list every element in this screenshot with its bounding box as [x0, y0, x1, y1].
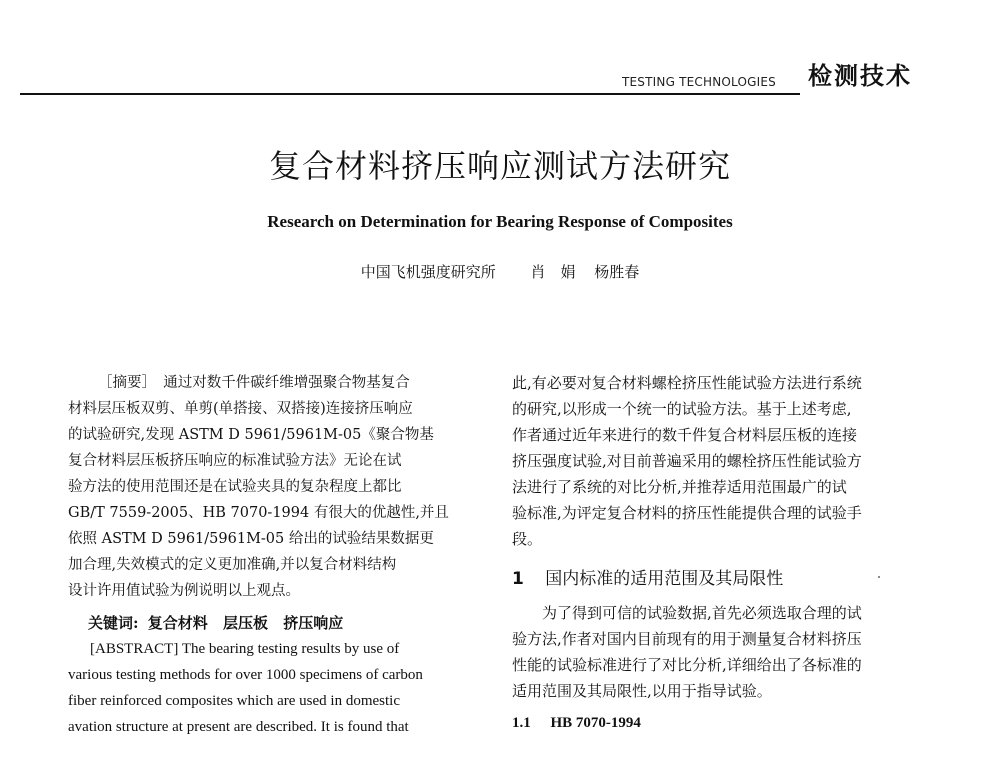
abstract-cn-line: 加合理,失效模式的定义更加准确,并以复合材料结构: [68, 557, 397, 573]
abstract-cn-line: GB/T 7559-2005、HB 7070-1994 有很大的优越性,并且: [68, 505, 449, 521]
header-section-cn: 检测技术: [808, 61, 912, 90]
body-line: 的研究,以形成一个统一的试验方法。基于上述考虑,: [512, 400, 852, 418]
body-line: 为了得到可信的试验数据,首先必须选取合理的试: [542, 604, 862, 622]
section-number: 1: [512, 569, 524, 589]
keyword: 复合材料: [147, 614, 208, 632]
title-en: Research on Determination for Bearing Response of Composites: [267, 212, 733, 231]
abstract-en-line: [ABSTRACT] The bearing testing results by use of: [90, 641, 400, 657]
title-cn: 复合材料挤压响应测试方法研究: [268, 147, 731, 185]
body-line: 适用范围及其局限性,以用于指导试验。: [512, 682, 772, 700]
section-title: 国内标准的适用范围及其局限性: [545, 569, 784, 589]
body-line: 法进行了系统的对比分析,并推荐适用范围最广的试: [512, 478, 847, 496]
abstract-cn-line: 材料层压板双剪、单剪(单搭接、双搭接)连接挤压响应: [68, 401, 413, 417]
body-line: 验方法,作者对国内目前现有的用于测量复合材料挤压: [512, 630, 862, 648]
authors: [0, 261, 1000, 282]
subsection-heading: [512, 710, 922, 736]
left-column: [68, 370, 478, 740]
abstract-cn-line: 复合材料层压板挤压响应的标准试验方法》无论在试: [68, 453, 402, 469]
header-section-en: TESTING TECHNOLOGIES: [622, 75, 776, 89]
body-line: 性能的试验标准进行了对比分析,详细给出了各标准的: [512, 656, 862, 674]
header-rule: [20, 93, 800, 95]
body-line: 此,有必要对复合材料螺栓挤压性能试验方法进行系统: [512, 374, 862, 392]
abstract-cn-line: 的试验研究,发现 ASTM D 5961/5961M-05《聚合物基: [68, 427, 434, 443]
abstract-cn-line: 验方法的使用范围还是在试验夹具的复杂程度上都比: [68, 479, 402, 495]
body-line: 段。: [512, 530, 543, 548]
author-organization: 中国飞机强度研究所: [360, 263, 496, 281]
right-column: [512, 370, 922, 736]
author-name: 杨胜春: [594, 263, 640, 281]
author-name: 肖 娟: [530, 263, 576, 281]
section-heading: [512, 566, 922, 592]
subsection-title: HB 7070-1994: [550, 715, 641, 731]
body-line: 验标准,为评定复合材料的挤压性能提供合理的试验手: [512, 504, 862, 522]
keyword: 层压板: [223, 614, 269, 632]
abstract-en-line: avation structure at present are described. It is found that: [68, 719, 409, 735]
abstract-cn-line: 设计许用值试验为例说明以上观点。: [68, 583, 300, 599]
abstract-cn-line: ［摘要］ 通过对数千件碳纤维增强聚合物基复合: [98, 375, 410, 391]
abstract-en-line: various testing methods for over 1000 specimens of carbon: [68, 667, 423, 683]
body-line: 挤压强度试验,对目前普遍采用的螺栓挤压性能试验方: [512, 452, 862, 470]
body-line: 作者通过近年来进行的数千件复合材料层压板的连接: [512, 426, 858, 444]
subsection-number: 1.1: [512, 715, 531, 731]
abstract-cn-line: 依照 ASTM D 5961/5961M-05 给出的试验结果数据更: [68, 531, 434, 547]
keyword: 挤压响应: [283, 614, 344, 632]
keywords-label: 关键词:: [88, 614, 139, 632]
keywords: [68, 610, 478, 636]
scan-speck: [878, 576, 880, 578]
abstract-en-line: fiber reinforced composites which are used in domestic: [68, 693, 400, 709]
